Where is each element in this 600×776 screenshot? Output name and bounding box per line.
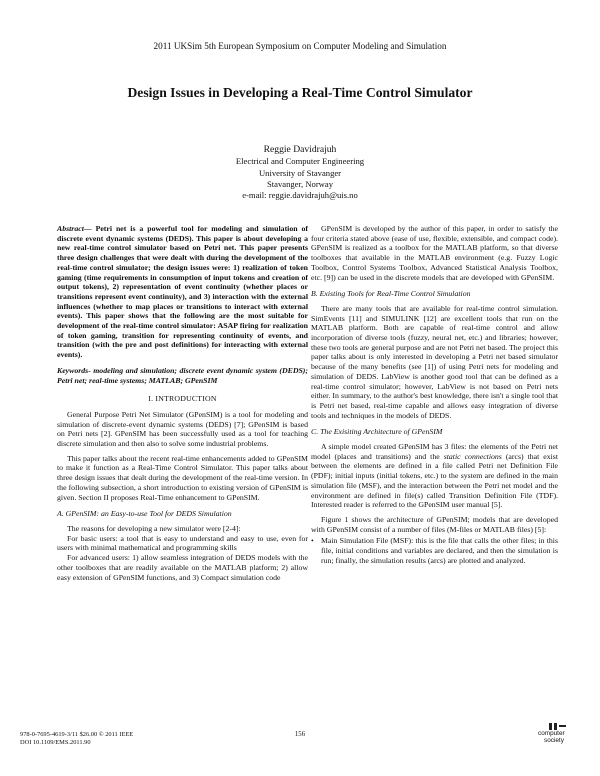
right-column bbox=[311, 224, 558, 566]
footer-doi: DOI 10.1109/EMS.2011.90 bbox=[20, 739, 91, 746]
section-c-paragraph-2: Figure 1 shows the architecture of GPenSIM; models that are developed with GPenSIM consist of a number of files (M-files or MATLAB files) [5]: bbox=[311, 514, 558, 534]
affiliation-department: Electrical and Computer Engineering bbox=[235, 156, 365, 167]
logo-line-1: computer bbox=[538, 730, 565, 737]
intro-paragraph-1: General Purpose Petri Net Simulator (GPenSIM) is a tool for modeling and simulation of discrete-event dynamic systems (DEDS) [7]; GPenSIM is based on Petri nets [2]. GPenSIM has been successfully used as a tool for teaching discrete simulation and then also to solve some industrial problems. bbox=[57, 409, 308, 449]
bullet-text: Main Simulation File (MSF): this is the file that calls the other files; in this file, initial conditions and variables are declared, and then the simulation is run; finally, the simulation results (arcs) are plotted and analyzed. bbox=[321, 536, 558, 565]
footer-isbn: 978-0-7695-4619-3/11 $26.00 © 2011 IEEE bbox=[20, 731, 134, 738]
subsection-heading-c: C. The Exisiting Architecture of GPenSIM bbox=[311, 427, 443, 437]
author-block bbox=[0, 144, 600, 201]
paper-title: Design Issues in Developing a Real-Time Control Simulator bbox=[127, 85, 473, 100]
conference-header: 2011 UKSim 5th European Symposium on Computer Modeling and Simulation bbox=[153, 41, 447, 51]
section-a-paragraph-2: For basic users: a tool that is easy to understand and easy to use, even for users with minimal mathematical and programming skills bbox=[57, 533, 308, 553]
keywords: Keywords- modeling and simulation; discrete event dynamic system (DEDS); Petri net; real-time systems; MATLAB; GPenSIM bbox=[57, 365, 308, 385]
section-heading-introduction: I. INTRODUCTION bbox=[148, 394, 217, 404]
list-item bbox=[311, 536, 558, 565]
section-a-paragraph-1: The reasons for developing a new simulator were [2-4]: bbox=[67, 523, 241, 533]
page-number: 156 bbox=[294, 731, 306, 738]
author-name: Reggie Davidrajuh bbox=[263, 144, 337, 155]
section-b-paragraph-1: There are many tools that are available for real-time control simulation. SimEvents [11] and SIMULINK [12] are excellent tools that run on the MATLAB platform. Both are capable of real-time control and allow incorporation of diverse tools (fuzzy, neural net, etc.) and libraries; however, these two tools are general purpose and are not Petri net based. The project this paper talks about is only interested in developing a Petri net based simulator because of the many benefits (see [1]) of using Petri nets for modeling and simulation of DEDS. LabView is another good tool that can be defined as a real-time control simulator; however, LabView is not based on Petri nets either. In summary, to the author's best knowledge, there isn't a single tool that is Petri net based, real-time capable and allows easy integration of diverse tools and techniques in the models of DEDS. bbox=[311, 303, 558, 420]
intro-paragraph-2: This paper talks about the recent real-time enhancements added to GPenSIM to make it function as a Real-Time Control Simulator. This paper talks about three design issues that dealt during the development of the real-time version. In the following subsection, a short introduction to existing version of GPenSIM is given. Section II proposes Real-Time enhancement to GPenSIM. bbox=[57, 453, 308, 502]
subsection-heading-a: A. GPenSIM: an Easy-to-use Tool for DEDS Simulation bbox=[57, 509, 232, 519]
right-paragraph-1: GPenSIM is developed by the author of this paper, in order to satisfy the four criteria stated above (ease of use, flexible, extensible, and compact code). GPenSIM is realized as a toolbox for the MATLAB platform, so that diverse toolboxes that available in the MATLAB environment (e.g. Fuzzy Logic Toolbox, Control Systems Toolbox, Advanced Statistical Analysis Toolbox, etc. [9]) can be used in the discrete models that are developed with GPenSIM. bbox=[311, 224, 558, 282]
bullet-symbol: • bbox=[311, 536, 314, 546]
section-c-text-part-1: A simple model created GPenSIM has 3 files: the elements of the Petri net model (places and transitions) and the bbox=[311, 442, 558, 461]
affiliation-university: University of Stavanger bbox=[258, 167, 342, 178]
abstract bbox=[57, 224, 308, 360]
section-c-text-part-2: (arcs) that exist between the elements are defined in a file called Petri net Definition File (PDF); initial inputs (initial tokens, etc.) to the system are defined in the main simulation file (MSF), and the interaction between the Petri net model and the environment are defined in file(s) called Transition Definition File (TDF). Interested reader is referred to the GPenSIM user manual [5]. bbox=[311, 451, 558, 510]
abstract-text: Petri net is a powerful tool for modeling and simulation of discrete event dynamic systems (DEDS). This paper is about developing a new real-time control simulator based on Petri net. This paper presents three design challenges that were dealt with during the development of the real-time control simulator; the design issues were: 1) realization of token gaming (time requirements in consumption of input tokens and creation of output tokens), 2) representation of event continuity (whether places or transitions represent event continuity), and 3) interaction with the external influences (whether to map places or transitions to interact with external events). This paper shows that the following are the most suitable for development of the real-time control simulator: ASAP firing for realization of token gaming, transition for representing continuity of events, and transition (with the pre and post definitions) for interacting with external events). bbox=[57, 224, 308, 360]
section-c-paragraph-1 bbox=[311, 442, 558, 510]
subsection-heading-b: B. Existing Tools for Real-Time Control Simulation bbox=[311, 289, 471, 299]
left-column bbox=[57, 224, 308, 582]
affiliation-location: Stavanger, Norway bbox=[267, 178, 333, 189]
logo-line-2: society bbox=[544, 737, 564, 744]
author-email: e-mail: reggie.davidrajuh@uis.no bbox=[242, 190, 358, 201]
computer-society-logo bbox=[534, 722, 580, 746]
abstract-label: Abstract— bbox=[57, 224, 92, 233]
section-a-paragraph-3: For advanced users: 1) allow seamless integration of DEDS models with the other toolboxes that are readily available on the MATLAB platform; 2) allow easy extension of GPenSIM functions, and 3) Compact simulation code bbox=[57, 553, 308, 582]
section-c-emphasis: static connections bbox=[443, 451, 502, 461]
